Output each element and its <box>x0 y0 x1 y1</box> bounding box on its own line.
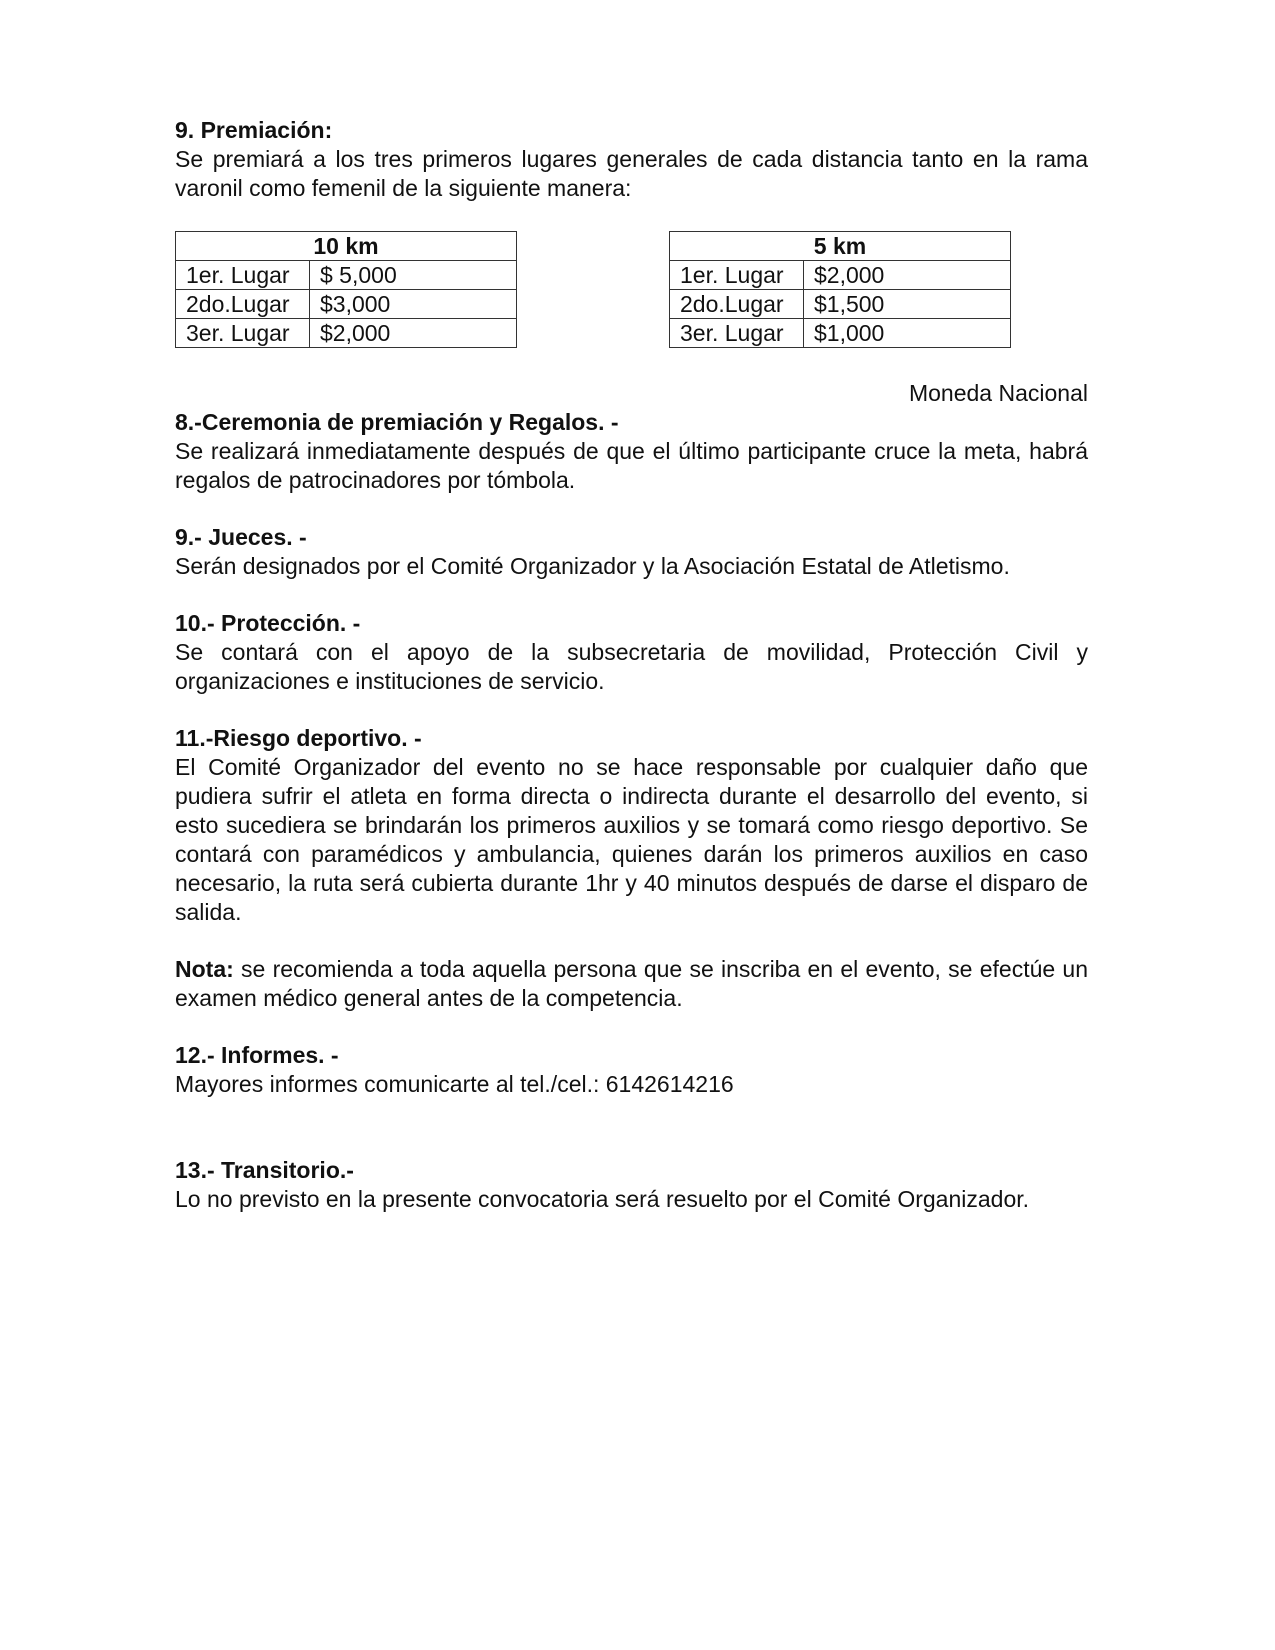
table-row <box>176 319 517 348</box>
document-page <box>175 116 1088 1214</box>
nota-text: se recomienda a toda aquella persona que se inscriba en el evento, se efectúe un examen médico general antes de la competencia. <box>175 956 1088 1011</box>
prize-cell: $2,000 <box>804 261 1011 290</box>
jueces-heading: 9.- Jueces. - <box>175 524 307 550</box>
nota-label: Nota: <box>175 956 234 982</box>
place-cell: 1er. Lugar <box>670 261 804 290</box>
section-nota <box>175 955 1088 1013</box>
transitorio-heading: 13.- Transitorio.- <box>175 1157 354 1183</box>
section-ceremonia <box>175 408 1088 495</box>
table-title: 5 km <box>670 232 1011 261</box>
ceremonia-text: Se realizará inmediatamente después de que el último participante cruce la meta, habrá regalos de patrocinadores por tómbola. <box>175 438 1088 493</box>
prize-cell: $2,000 <box>310 319 517 348</box>
spacer <box>175 1099 1088 1156</box>
table-title: 10 km <box>176 232 517 261</box>
section-premiacion <box>175 116 1088 203</box>
proteccion-heading: 10.- Protección. - <box>175 610 361 636</box>
table-row <box>176 261 517 290</box>
prize-cell: $ 5,000 <box>310 261 517 290</box>
jueces-text: Serán designados por el Comité Organizador y la Asociación Estatal de Atletismo. <box>175 553 1010 579</box>
currency-note: Moneda Nacional <box>908 380 1088 406</box>
transitorio-text: Lo no previsto en la presente convocatoria será resuelto por el Comité Organizador. <box>175 1186 1030 1212</box>
section-transitorio <box>175 1156 1088 1214</box>
place-cell: 1er. Lugar <box>176 261 310 290</box>
place-cell: 2do.Lugar <box>176 290 310 319</box>
table-row <box>670 290 1011 319</box>
section-riesgo <box>175 724 1088 927</box>
premiacion-heading: 9. Premiación: <box>175 117 333 143</box>
proteccion-text: Se contará con el apoyo de la subsecretaria de movilidad, Protección Civil y organizaciones e instituciones de servicio. <box>175 639 1088 694</box>
place-cell: 3er. Lugar <box>670 319 804 348</box>
informes-heading: 12.- Informes. - <box>175 1042 339 1068</box>
nota-paragraph <box>175 955 1088 1013</box>
place-cell: 2do.Lugar <box>670 290 804 319</box>
premiacion-text: Se premiará a los tres primeros lugares generales de cada distancia tanto en la rama varonil como femenil de la siguiente manera: <box>175 146 1088 201</box>
place-cell: 3er. Lugar <box>176 319 310 348</box>
prize-cell: $1,500 <box>804 290 1011 319</box>
prize-tables <box>175 231 1088 351</box>
section-jueces <box>175 523 1088 581</box>
table-row <box>670 319 1011 348</box>
informes-text: Mayores informes comunicarte al tel./cel.: 6142614216 <box>175 1071 734 1097</box>
prize-table-5km <box>669 231 1011 348</box>
prize-table-10km <box>175 231 517 348</box>
table-row <box>670 261 1011 290</box>
table-row <box>176 290 517 319</box>
section-informes <box>175 1041 1088 1099</box>
riesgo-heading: 11.-Riesgo deportivo. - <box>175 725 422 751</box>
section-proteccion <box>175 609 1088 696</box>
prize-cell: $3,000 <box>310 290 517 319</box>
riesgo-text: El Comité Organizador del evento no se hace responsable por cualquier daño que pudiera sufrir el atleta en forma directa o indirecta durante el desarrollo del evento, si esto sucediera se brindarán los primeros auxilios y se tomará como riesgo deportivo. Se contará con paramédicos y ambulancia, quienes darán los primeros auxilios en caso necesario, la ruta será cubierta durante 1hr y 40 minutos después de darse el disparo de salida. <box>175 754 1088 925</box>
ceremonia-heading: 8.-Ceremonia de premiación y Regalos. - <box>175 409 619 435</box>
prize-cell: $1,000 <box>804 319 1011 348</box>
